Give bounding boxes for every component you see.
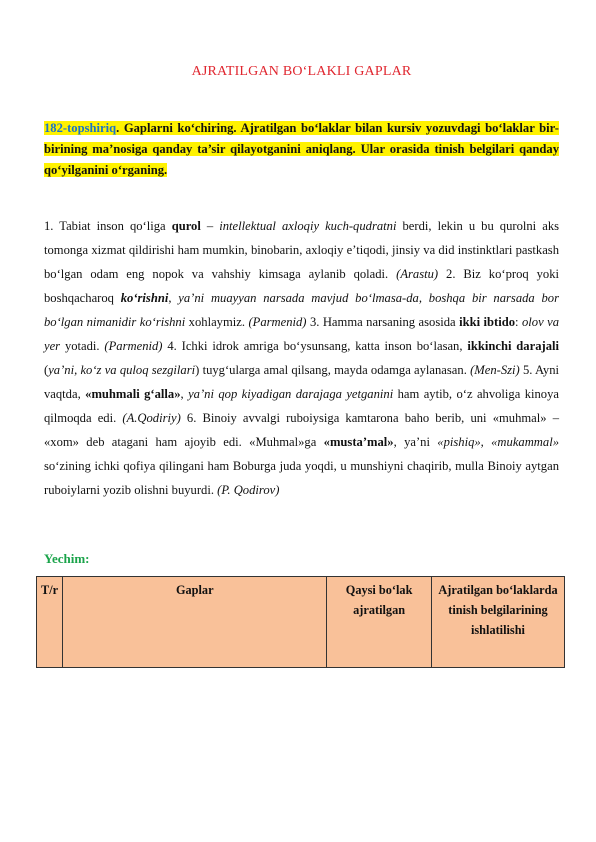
sentence-1-dash: –	[200, 219, 220, 233]
sentence-2-italic: ya’ni muayyan narsada mavjud bo‘lmasa-da, boshqa bir narsada bor bo‘lgan nimanidir ko‘rishni	[44, 291, 560, 329]
table-header-cell: Ajratilgan bo‘laklarda tinish belgilarining ishlatilishi	[431, 577, 564, 668]
exercise-paragraph	[44, 214, 559, 502]
sentence-5-italic: ya’ni qop kiyadigan darajaga yetganini	[188, 387, 394, 401]
sentence-2-comma: ,	[168, 291, 179, 305]
sentence-1-rest: berdi, lekin u bu qurolni aks tomonga xizmat qildirishi ham mumkin, binobarin, axloqiy e’tiqodi, jinsiy va did instinktlari pastkash bo‘lgan odam eng nopok va vahshiy kimsaga aylanib qoladi.	[44, 219, 560, 281]
sentence-2-rest: xohlaymiz.	[185, 315, 249, 329]
sentence-4-a: 4. Ichki idrok amriga bo‘ysunsang, katta inson bo‘lasan,	[162, 339, 468, 353]
sentence-1-a: 1. Tabiat inson qo‘liga	[44, 219, 172, 233]
sentence-3-a: 3. Hamma narsaning asosida	[306, 315, 460, 329]
sentence-5-comma: ,	[180, 387, 189, 401]
sentence-2-source: (Parmenid)	[248, 315, 307, 329]
table-header-cell: T/r	[37, 577, 63, 668]
sentence-4-paren-open: (	[44, 363, 49, 377]
sentence-1-bold: qurol	[171, 219, 201, 233]
sentence-4-italic: ya’ni, ko‘z va quloq sezgilari	[48, 363, 196, 377]
sentence-3-source: (Parmenid)	[104, 339, 163, 353]
sentence-5-source: (A.Qodiriy)	[122, 411, 181, 425]
sentence-3-italic: olov va yer	[44, 315, 559, 353]
sentence-5-a: 5. Ayni vaqtda,	[44, 363, 559, 401]
task-instruction	[44, 118, 559, 181]
sentence-6-rest: so‘zining ichki qofiya qilingani ham Boburga juda yoqdi, u munshiyni chaqirib, mulla Binoiy aytgan ruboiylarni yozib olishni buyurdi.	[44, 459, 559, 497]
page-title: AJRATILGAN BO‘LAKLI GAPLAR	[191, 64, 412, 79]
sentence-4-rest: ) tuyg‘ularga amal qilsang, mayda odamga aylanasan.	[195, 363, 471, 377]
sentence-2-bold: ko‘rishni	[120, 291, 169, 305]
sentence-3-rest: yotadi.	[60, 339, 105, 353]
task-number: 182-topshiriq	[44, 121, 117, 135]
solution-table	[36, 576, 565, 668]
sentence-6-a: 6. Binoiy avvalgi ruboiysiga kamtarona baho berib, uni «muhmal» – «xom» deb atagani ham ajoyib edi. «Muhmal»ga	[44, 411, 559, 449]
task-highlight	[44, 121, 559, 177]
sentence-5-bold: «muhmali g‘alla»	[85, 387, 181, 401]
sentence-3-bold: ikki ibtido	[459, 315, 516, 329]
sentence-5-rest: ham aytib, o‘z ahvoliga kinoya qilmoqda edi.	[44, 387, 559, 425]
sentence-1-italic: intellektual axloqiy kuch-qudratni	[219, 219, 397, 233]
sentence-6-comma: , ya’ni	[393, 435, 438, 449]
table-header-row	[37, 577, 565, 668]
sentence-6-italic: «pishiq», «mukammal»	[437, 435, 559, 449]
sentence-1-source: (Arastu)	[396, 267, 439, 281]
sentence-6-bold: «musta’mal»	[323, 435, 394, 449]
sentence-2-a: 2. Biz ko‘proq yoki boshqacharoq	[44, 267, 559, 305]
task-text: Gaplarni ko‘chiring. Ajratilgan bo‘laklar bilan kursiv yozuvdagi bo‘laklar bir-birining ma’nosiga qanday ta’sir qilayotganini aniqlang. Ular orasida tinish belgilari qanday qo‘yilganini o‘rganing.	[44, 121, 559, 177]
sentence-3-colon: :	[515, 315, 522, 329]
sentence-4-bold: ikkinchi darajali	[467, 339, 559, 353]
solution-heading: Yechim:	[44, 551, 90, 566]
task-dot: .	[116, 121, 120, 135]
table-header-cell: Qaysi bo‘lak ajratilgan	[327, 577, 432, 668]
sentence-4-source: (Men-Szi)	[470, 363, 520, 377]
sentence-6-source: (P. Qodirov)	[217, 483, 280, 497]
table-header-cell: Gaplar	[63, 577, 327, 668]
